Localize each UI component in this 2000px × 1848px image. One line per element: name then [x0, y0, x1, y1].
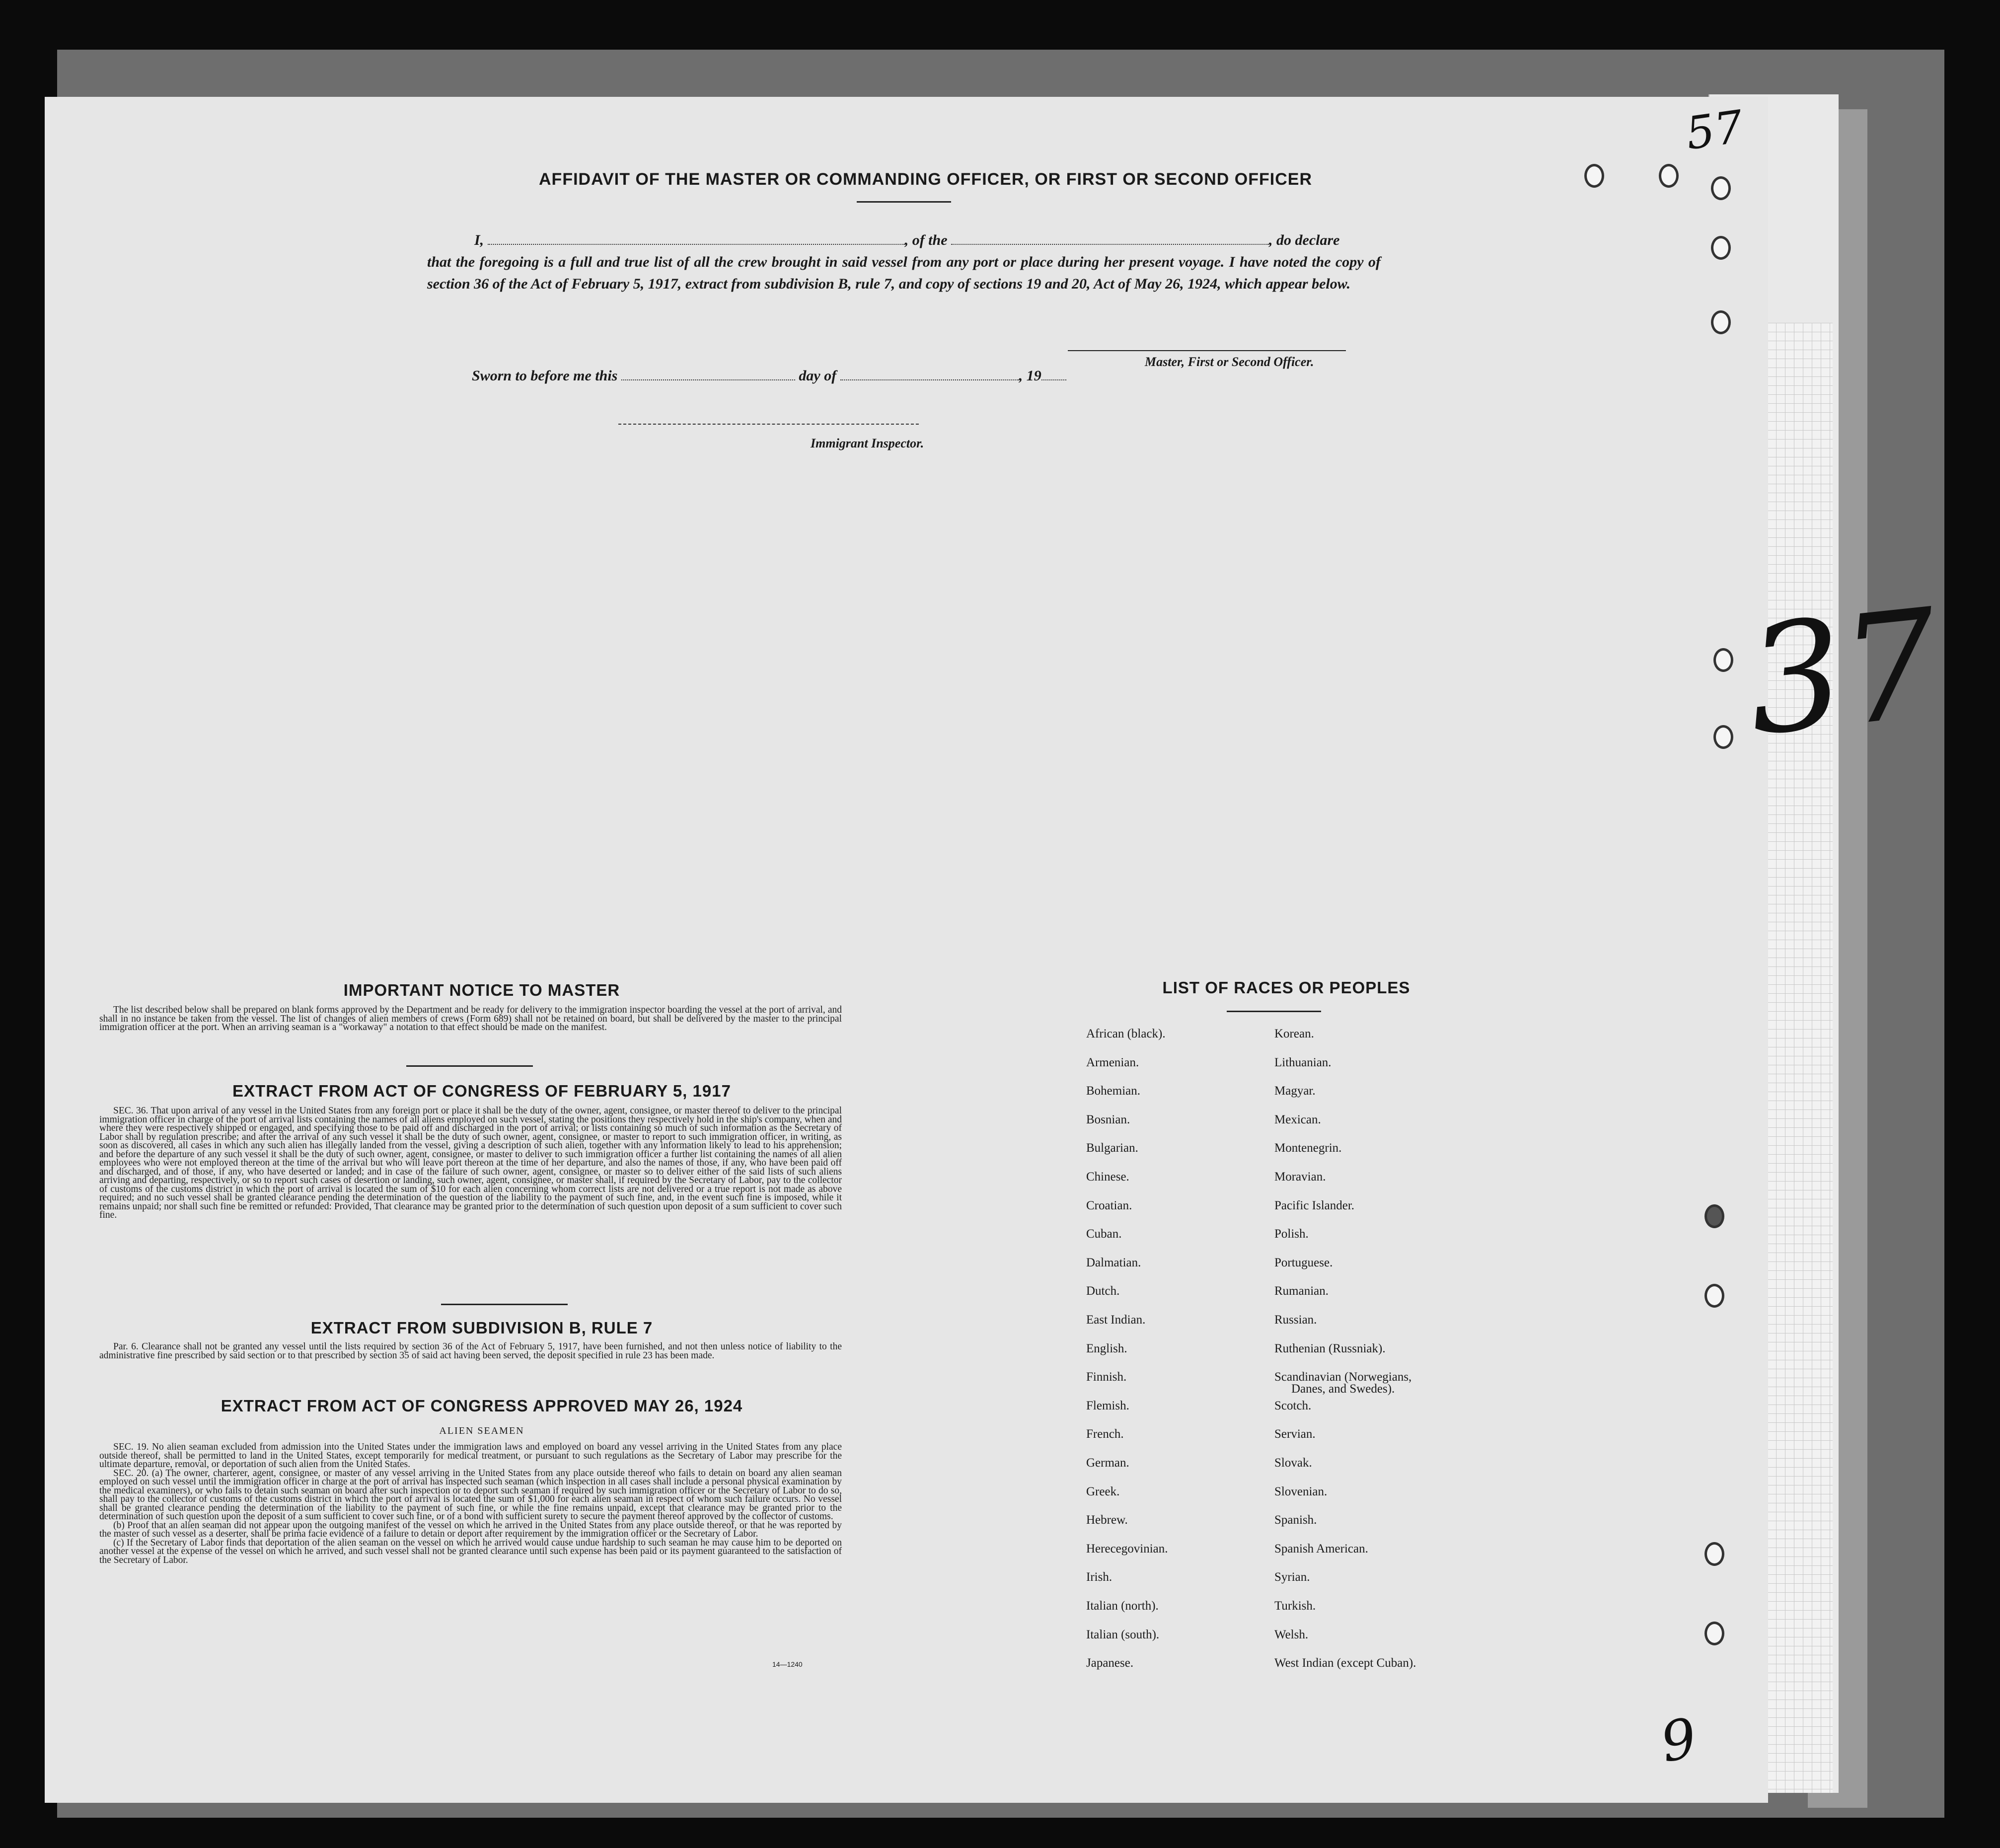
divider	[857, 201, 951, 203]
race-item: Rumanian.	[1274, 1284, 1329, 1298]
section-20c: (c) If the Secretary of Labor finds that deportation of the alien seaman on the vessel on which he arrived would cause undue hardship to such seaman he may cause him to be deported on another vessel at the expense of the vessel on which he arrived, and such vessel shall not be granted clearance until such expense has been paid or its payment guaranteed to the satisfaction of the Secretary of Labor.	[99, 1537, 842, 1565]
race-item: Spanish American.	[1274, 1542, 1368, 1555]
sworn-year: , 19	[1019, 368, 1041, 384]
extract-1924-text	[99, 1443, 842, 1564]
punch-hole	[1711, 176, 1731, 200]
race-item: Dalmatian.	[1086, 1256, 1141, 1269]
race-item: Italian (south).	[1086, 1628, 1160, 1641]
race-item: Italian (north).	[1086, 1599, 1159, 1613]
race-item: Syrian.	[1274, 1570, 1310, 1584]
punch-hole	[1659, 164, 1679, 188]
race-item: Welsh.	[1274, 1628, 1309, 1641]
extract-rule7-title: EXTRACT FROM SUBDIVISION B, RULE 7	[310, 1319, 653, 1337]
race-item: Bulgarian.	[1086, 1141, 1138, 1155]
extract-1917-title: EXTRACT FROM ACT OF CONGRESS OF FEBRUARY 5, 1917	[232, 1082, 731, 1100]
affidavit-i: I,	[474, 232, 484, 248]
race-item: Armenian.	[1086, 1056, 1139, 1069]
race-item: Servian.	[1274, 1427, 1316, 1441]
race-item: Danes, and Swedes).	[1291, 1382, 1395, 1396]
handwritten-corner-number: 57	[1683, 100, 1747, 160]
inspector-label: Immigrant Inspector.	[811, 436, 924, 450]
affidavit-declare: , do declare	[1269, 232, 1340, 248]
race-item: Turkish.	[1274, 1599, 1316, 1613]
race-item: Bohemian.	[1086, 1084, 1141, 1098]
name-blank	[488, 239, 905, 245]
sworn-line	[472, 368, 1167, 384]
race-item: Montenegrin.	[1274, 1141, 1342, 1155]
race-item: Mexican.	[1274, 1113, 1321, 1126]
race-item: West Indian (except Cuban).	[1274, 1656, 1416, 1670]
affidavit-of-the: , of the	[904, 232, 948, 248]
race-item: German.	[1086, 1456, 1129, 1470]
race-item: Pacific Islander.	[1274, 1199, 1355, 1212]
race-item: Flemish.	[1086, 1399, 1129, 1412]
race-item: French.	[1086, 1427, 1124, 1441]
race-item: Dutch.	[1086, 1284, 1120, 1298]
divider	[406, 1065, 533, 1067]
race-item: Bosnian.	[1086, 1113, 1130, 1126]
race-item: Portuguese.	[1274, 1256, 1333, 1269]
grid-paper	[1758, 323, 1833, 1793]
inspector-signature-line	[618, 424, 919, 425]
notice-title: IMPORTANT NOTICE TO MASTER	[343, 981, 620, 999]
section-19: SEC. 19. No alien seaman excluded from admission into the United States under the immigration laws and employed on board any vessel arriving in the United States from any place outside thereof, shall be permitted to land in the United States, except temporarily for medical treatment, or pursuant to such regulations as the Secretary of Labor may prescribe for the ultimate departure, removal, or deportation of such alien from the United States.	[99, 1442, 842, 1470]
punch-hole	[1713, 725, 1733, 749]
extract-rule7-paragraph: Par. 6. Clearance shall not be granted any vessel until the lists required by section 36 of the Act of February 5, 1917, have been furnished, and not then unless notice of liability to the administrative fine prescribed by said section or to that prescribed by section 35 of said act having been served, the deposit specified in rule 23 has been made.	[99, 1341, 842, 1361]
race-item: Spanish.	[1274, 1513, 1317, 1527]
sworn-prefix: Sworn to before me this	[472, 368, 618, 384]
race-item: Finnish.	[1086, 1370, 1127, 1384]
race-item: Cuban.	[1086, 1227, 1122, 1241]
punch-hole	[1713, 648, 1733, 672]
race-item: Japanese.	[1086, 1656, 1134, 1670]
extract-rule7-text	[99, 1342, 842, 1360]
alien-seamen-subtitle: ALIEN SEAMEN	[439, 1425, 524, 1436]
race-item: Herecegovinian.	[1086, 1542, 1168, 1555]
extract-1917-text	[99, 1107, 842, 1220]
punch-hole	[1711, 310, 1731, 334]
race-item: Irish.	[1086, 1570, 1112, 1584]
race-item: Moravian.	[1274, 1170, 1326, 1183]
race-item: Slovak.	[1274, 1456, 1312, 1470]
punch-hole	[1704, 1284, 1724, 1308]
race-item: Russian.	[1274, 1313, 1317, 1327]
notice-paragraph: The list described below shall be prepared on blank forms approved by the Department and be ready for delivery to the immigration inspector boarding the vessel at the port of arrival, and shall in no instance be taken from the vessel. The list of changes of alien members of crews (Form 689) shall not be retained on board, but shall be delivered by the master to the principal immigration officer at the port. When an arriving seaman is a "workaway" a notation to that effect should be made on the manifest.	[99, 1005, 842, 1033]
race-item: English.	[1086, 1342, 1127, 1355]
race-item: East Indian.	[1086, 1313, 1146, 1327]
race-item: Magyar.	[1274, 1084, 1316, 1098]
race-item: Polish.	[1274, 1227, 1309, 1241]
extract-1917-paragraph: SEC. 36. That upon arrival of any vessel in the United States from any foreign port or place it shall be the duty of the owner, agent, consignee, or master thereof to deliver to the principal immigration officer in charge of the port of arrival lists containing the names of all aliens employed on such vessel, stating the positions they respectively hold in the ship's company, when and where they were respectively shipped or engaged, and specifying those to be paid off and discharged in the port of arrival; or lists containing so much of such information as the Secretary of Labor shall by regulation prescribe; and after the arrival of any such vessel it shall be the duty of such owner, agent, consignee, or master to report to such immigration officer, in writing, as soon as discovered, all cases in which any such alien has illegally landed from the vessel, giving a description of such alien, together with any information likely to lead to his apprehension; and before the departure of any such vessel it shall be the duty of such owner, agent, consignee, or master to deliver to such immigration officer a further list containing the names of all alien employees who were not employed thereon at the time of the arrival but who will leave port thereon at the time of her departure, and also the names of those, if any, who have been paid off and discharged, and of those, if any, who have deserted or landed; and in case of the failure of such owner, agent, consignee, or master so to deliver either of the said lists of such aliens arriving and departing, respectively, or so to report such cases of desertion or landing, such owner, agent, consignee, or master shall, if required by the Secretary of Labor, pay to the collector of customs of the customs district in which the port of arrival is located the sum of $10 for each alien concerning whom correct lists are not delivered or a true report is not made as above required; and no such vessel shall be granted clearance pending the determination of the question of the liability to the payment of such fine, and, in the event such fine is imposed, while it remains unpaid; nor shall such fine be remitted or refunded: Provided, That clearance may be granted prior to the determination of such question upon deposit of a sum sufficient to cover such fine.	[99, 1106, 842, 1220]
affidavit-body	[427, 229, 1381, 295]
punch-hole	[1704, 1542, 1724, 1566]
form-number: 14—1240	[772, 1660, 803, 1668]
race-item: Lithuanian.	[1274, 1056, 1332, 1069]
punch-hole	[1584, 164, 1604, 188]
notice-text	[99, 1006, 842, 1032]
section-20a: SEC. 20. (a) The owner, charterer, agent, consignee, or master of any vessel arriving in the United States from any place outside thereof who fails to detain on board any alien seaman employed on such vessel until the immigration officer in charge at the port of arrival has inspected such seaman (which inspection in all cases shall include a personal physical examination by the medical examiners), or who fails to detain such seaman on board after such inspection or to deport such seaman if required by such immigration officer or the Secretary of Labor to do so, shall pay to the collector of customs of the customs district in which the port of arrival is located the sum of $1,000 for each alien seaman in respect of whom such failure occurs. No vessel shall be granted clearance pending the determination of the liability to the payment of such fine, or while the fine remains unpaid, except that clearance may be granted prior to the determination of such question upon the deposit of a sum sufficient to cover such fine, or of a bond with sufficient surety to secure the payment thereof approved by the collector of customs.	[99, 1468, 842, 1522]
race-item: Hebrew.	[1086, 1513, 1128, 1527]
race-item: African (black).	[1086, 1027, 1166, 1040]
month-blank	[840, 374, 1019, 380]
affidavit-title: AFFIDAVIT OF THE MASTER OR COMMANDING OFFICER, OR FIRST OR SECOND OFFICER	[539, 170, 1312, 189]
day-blank	[621, 374, 795, 380]
signature-label: Master, First or Second Officer.	[1145, 355, 1314, 369]
race-item: Greek.	[1086, 1485, 1120, 1498]
race-item: Slovenian.	[1274, 1485, 1328, 1498]
race-item: Ruthenian (Russniak).	[1274, 1342, 1386, 1355]
race-item: Scandinavian (Norwegians,	[1274, 1370, 1412, 1384]
divider	[1227, 1011, 1321, 1012]
races-title: LIST OF RACES OR PEOPLES	[1162, 978, 1410, 997]
vessel-blank	[951, 239, 1269, 245]
handwritten-side-number: 37	[1739, 577, 1946, 769]
race-item: Scotch.	[1274, 1399, 1312, 1412]
extract-1924-title: EXTRACT FROM ACT OF CONGRESS APPROVED MAY 26, 1924	[221, 1397, 743, 1415]
punch-hole	[1711, 236, 1731, 260]
section-20b: (b) Proof that an alien seaman did not appear upon the outgoing manifest of the vessel on which he arrived in the United States from any place outside thereof, or that he was reported by the master of such vessel as a deserter, shall be prima facie evidence of a failure to detain or deport after requirement by the immigration officer or the Secretary of Labor.	[99, 1520, 842, 1539]
affidavit-statement: that the foregoing is a full and true list of all the crew brought in said vessel from any port or place during her present voyage. I have noted the copy of section 36 of the Act of February 5, 1917, extract from subdivision B, rule 7, and copy of sections 19 and 20, Act of May 26, 1924, which appear below.	[427, 254, 1381, 292]
sworn-day-of: day of	[799, 368, 837, 384]
race-item: Croatian.	[1086, 1199, 1132, 1212]
punch-hole	[1704, 1204, 1724, 1228]
divider	[441, 1304, 568, 1305]
race-item: Korean.	[1274, 1027, 1314, 1040]
year-blank	[1041, 374, 1066, 380]
race-item: Chinese.	[1086, 1170, 1129, 1183]
handwritten-bottom-number: 9	[1656, 1705, 1702, 1775]
signature-line	[1068, 350, 1346, 351]
punch-hole	[1704, 1622, 1724, 1645]
